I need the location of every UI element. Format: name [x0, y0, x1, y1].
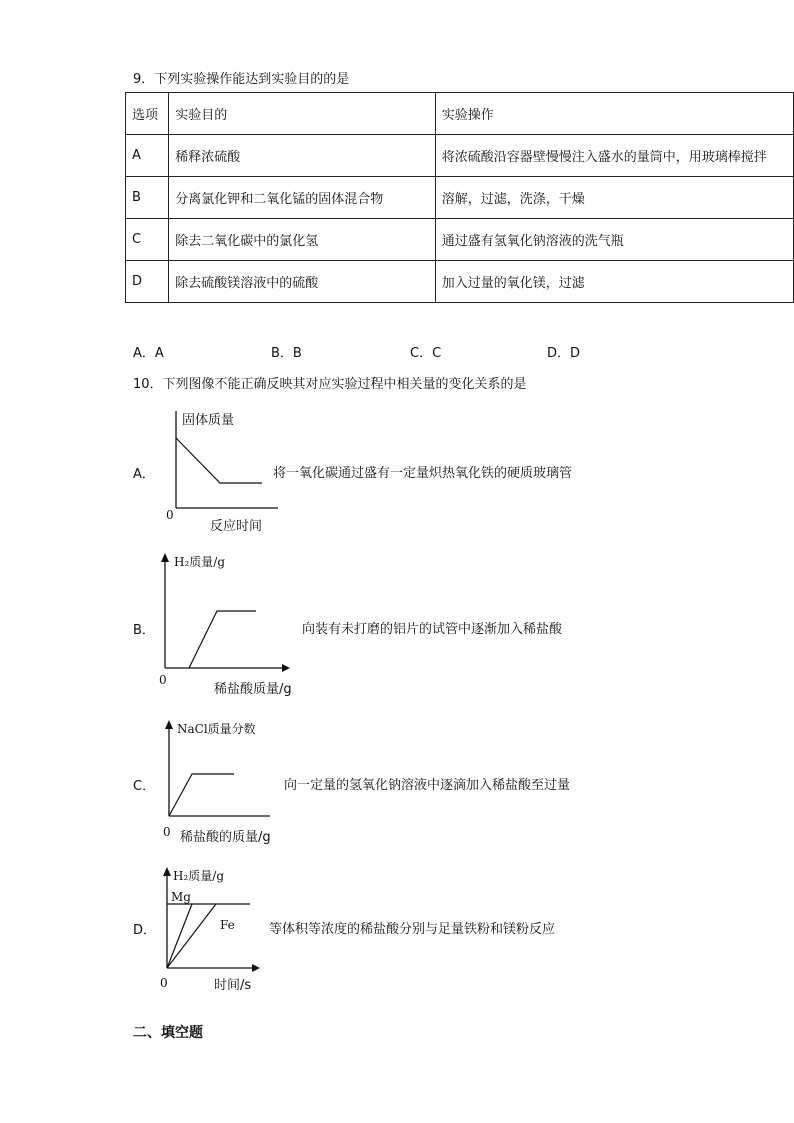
y-axis-label: H₂质量/g [174, 555, 226, 569]
q10-option-c-label[interactable]: C． [133, 779, 156, 794]
y-axis-arrow [163, 867, 171, 876]
table-cell: C [126, 219, 169, 261]
table-cell: 分离氯化钾和二氧化锰的固体混合物 [169, 177, 435, 219]
q10-graph-c [150, 715, 300, 850]
q10-option-a-desc: 将一氧化碳通过盛有一定量炽热氧化铁的硬质玻璃管 [273, 466, 573, 481]
q10-option-b-desc: 向装有未打磨的铝片的试管中逐渐加入稀盐酸 [302, 622, 563, 637]
header-cell: 实验操作 [435, 93, 793, 135]
q9-option-b[interactable]: B．B [271, 346, 302, 361]
table-cell: 除去硫酸镁溶液中的硫酸 [169, 261, 435, 303]
q10-graph-d [150, 862, 280, 997]
table-header-row [126, 93, 794, 135]
origin-label: 0 [163, 825, 171, 839]
x-axis-label: 反应时间 [210, 519, 263, 534]
table-row [126, 135, 794, 177]
series-label-fe: Fe [220, 918, 235, 932]
q10-option-d-desc: 等体积等浓度的稀盐酸分别与足量铁粉和镁粉反应 [269, 922, 556, 937]
table-cell: 加入过量的氧化镁，过滤 [435, 261, 793, 303]
header-cell: 实验目的 [169, 93, 435, 135]
x-axis-arrow [282, 664, 290, 672]
y-axis-label: 固体质量 [182, 413, 235, 428]
table-cell: 稀释浓硫酸 [169, 135, 435, 177]
q9-stem: 9．下列实验操作能达到实验目的的是 [133, 72, 350, 87]
series-line-mg [167, 904, 192, 968]
q10-option-d-label[interactable]: D． [133, 923, 157, 938]
q9-table [125, 92, 794, 303]
header-cell: 选项 [126, 93, 169, 135]
origin-label: 0 [166, 508, 174, 522]
y-axis-arrow [161, 553, 169, 562]
q10-option-b-label[interactable]: B． [133, 623, 155, 638]
table-cell: A [126, 135, 169, 177]
q9-option-d[interactable]: D．D [547, 346, 581, 361]
table-row [126, 177, 794, 219]
q10-stem: 10．下列图像不能正确反映其对应实验过程中相关量的变化关系的是 [133, 377, 527, 392]
q9-option-c[interactable]: C．C [410, 346, 442, 361]
series-label-mg: Mg [171, 890, 191, 904]
origin-label: 0 [160, 976, 168, 990]
table-cell: 将浓硫酸沿容器壁慢慢注入盛水的量筒中，用玻璃棒搅拌 [435, 135, 793, 177]
q9-option-a[interactable]: A．A [133, 346, 164, 361]
y-axis-label: NaCl质量分数 [177, 722, 256, 736]
x-axis-label: 稀盐酸质量/g [214, 682, 292, 697]
table-row [126, 261, 794, 303]
table-cell: D [126, 261, 169, 303]
origin-label: 0 [159, 673, 167, 687]
table-row [126, 219, 794, 261]
series-line [169, 774, 234, 816]
section-title: 二、填空题 [133, 1025, 203, 1041]
series-line [176, 438, 262, 483]
q10-graph-a [150, 405, 280, 535]
series-line-fe [167, 904, 216, 968]
table-cell: 通过盛有氢氧化钠溶液的洗气瓶 [435, 219, 793, 261]
x-axis-label: 时间/s [214, 978, 252, 993]
series-line [189, 611, 256, 668]
y-axis-label: H₂质量/g [173, 869, 225, 883]
q10-graph-b [150, 548, 300, 700]
table-cell: 溶解，过滤，洗涤，干燥 [435, 177, 793, 219]
x-axis-arrow [252, 964, 260, 972]
x-axis-label: 稀盐酸的质量/g [180, 830, 271, 845]
table-cell: B [126, 177, 169, 219]
y-axis-arrow [165, 720, 173, 729]
q10-option-c-desc: 向一定量的氢氧化钠溶液中逐滴加入稀盐酸至过量 [284, 778, 571, 793]
table-cell: 除去二氧化碳中的氯化氢 [169, 219, 435, 261]
q10-option-a-label[interactable]: A． [133, 467, 155, 482]
